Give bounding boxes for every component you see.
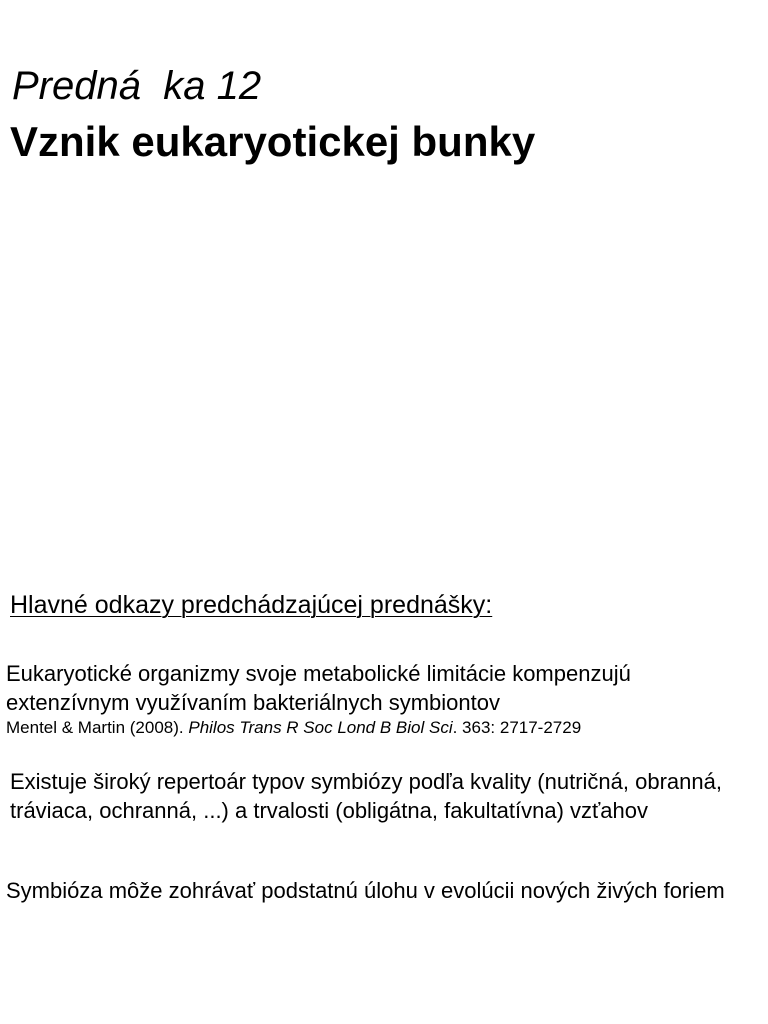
summary-point-3: Symbióza môže zohrávať podstatnú úlohu v evolúcii nových živých foriem: [6, 878, 725, 903]
summary-point-2: Existuje široký repertoár typov symbiózy podľa kvality (nutričná, obranná, tráviaca, ochranná, ...) a trvalosti (obligátna, fakultatívna) vzťahov: [10, 769, 722, 823]
citation: [6, 717, 581, 739]
summary-point-1: Eukaryotické organizmy svoje metabolické limitácie kompenzujú extenzívnym využívaním bakteriálnych symbiontov: [6, 661, 631, 715]
citation-journal: Philos Trans R Soc Lond B Biol Sci: [188, 718, 453, 737]
section-heading: Hlavné odkazy predchádzajúcej prednášky:: [10, 591, 493, 619]
citation-authors: Mentel & Martin (2008).: [6, 718, 189, 737]
page-title: Vznik eukaryotickej bunky: [10, 118, 536, 165]
citation-details: . 363: 2717-2729: [452, 718, 582, 737]
lecture-number: Predná ka 12: [12, 64, 262, 108]
